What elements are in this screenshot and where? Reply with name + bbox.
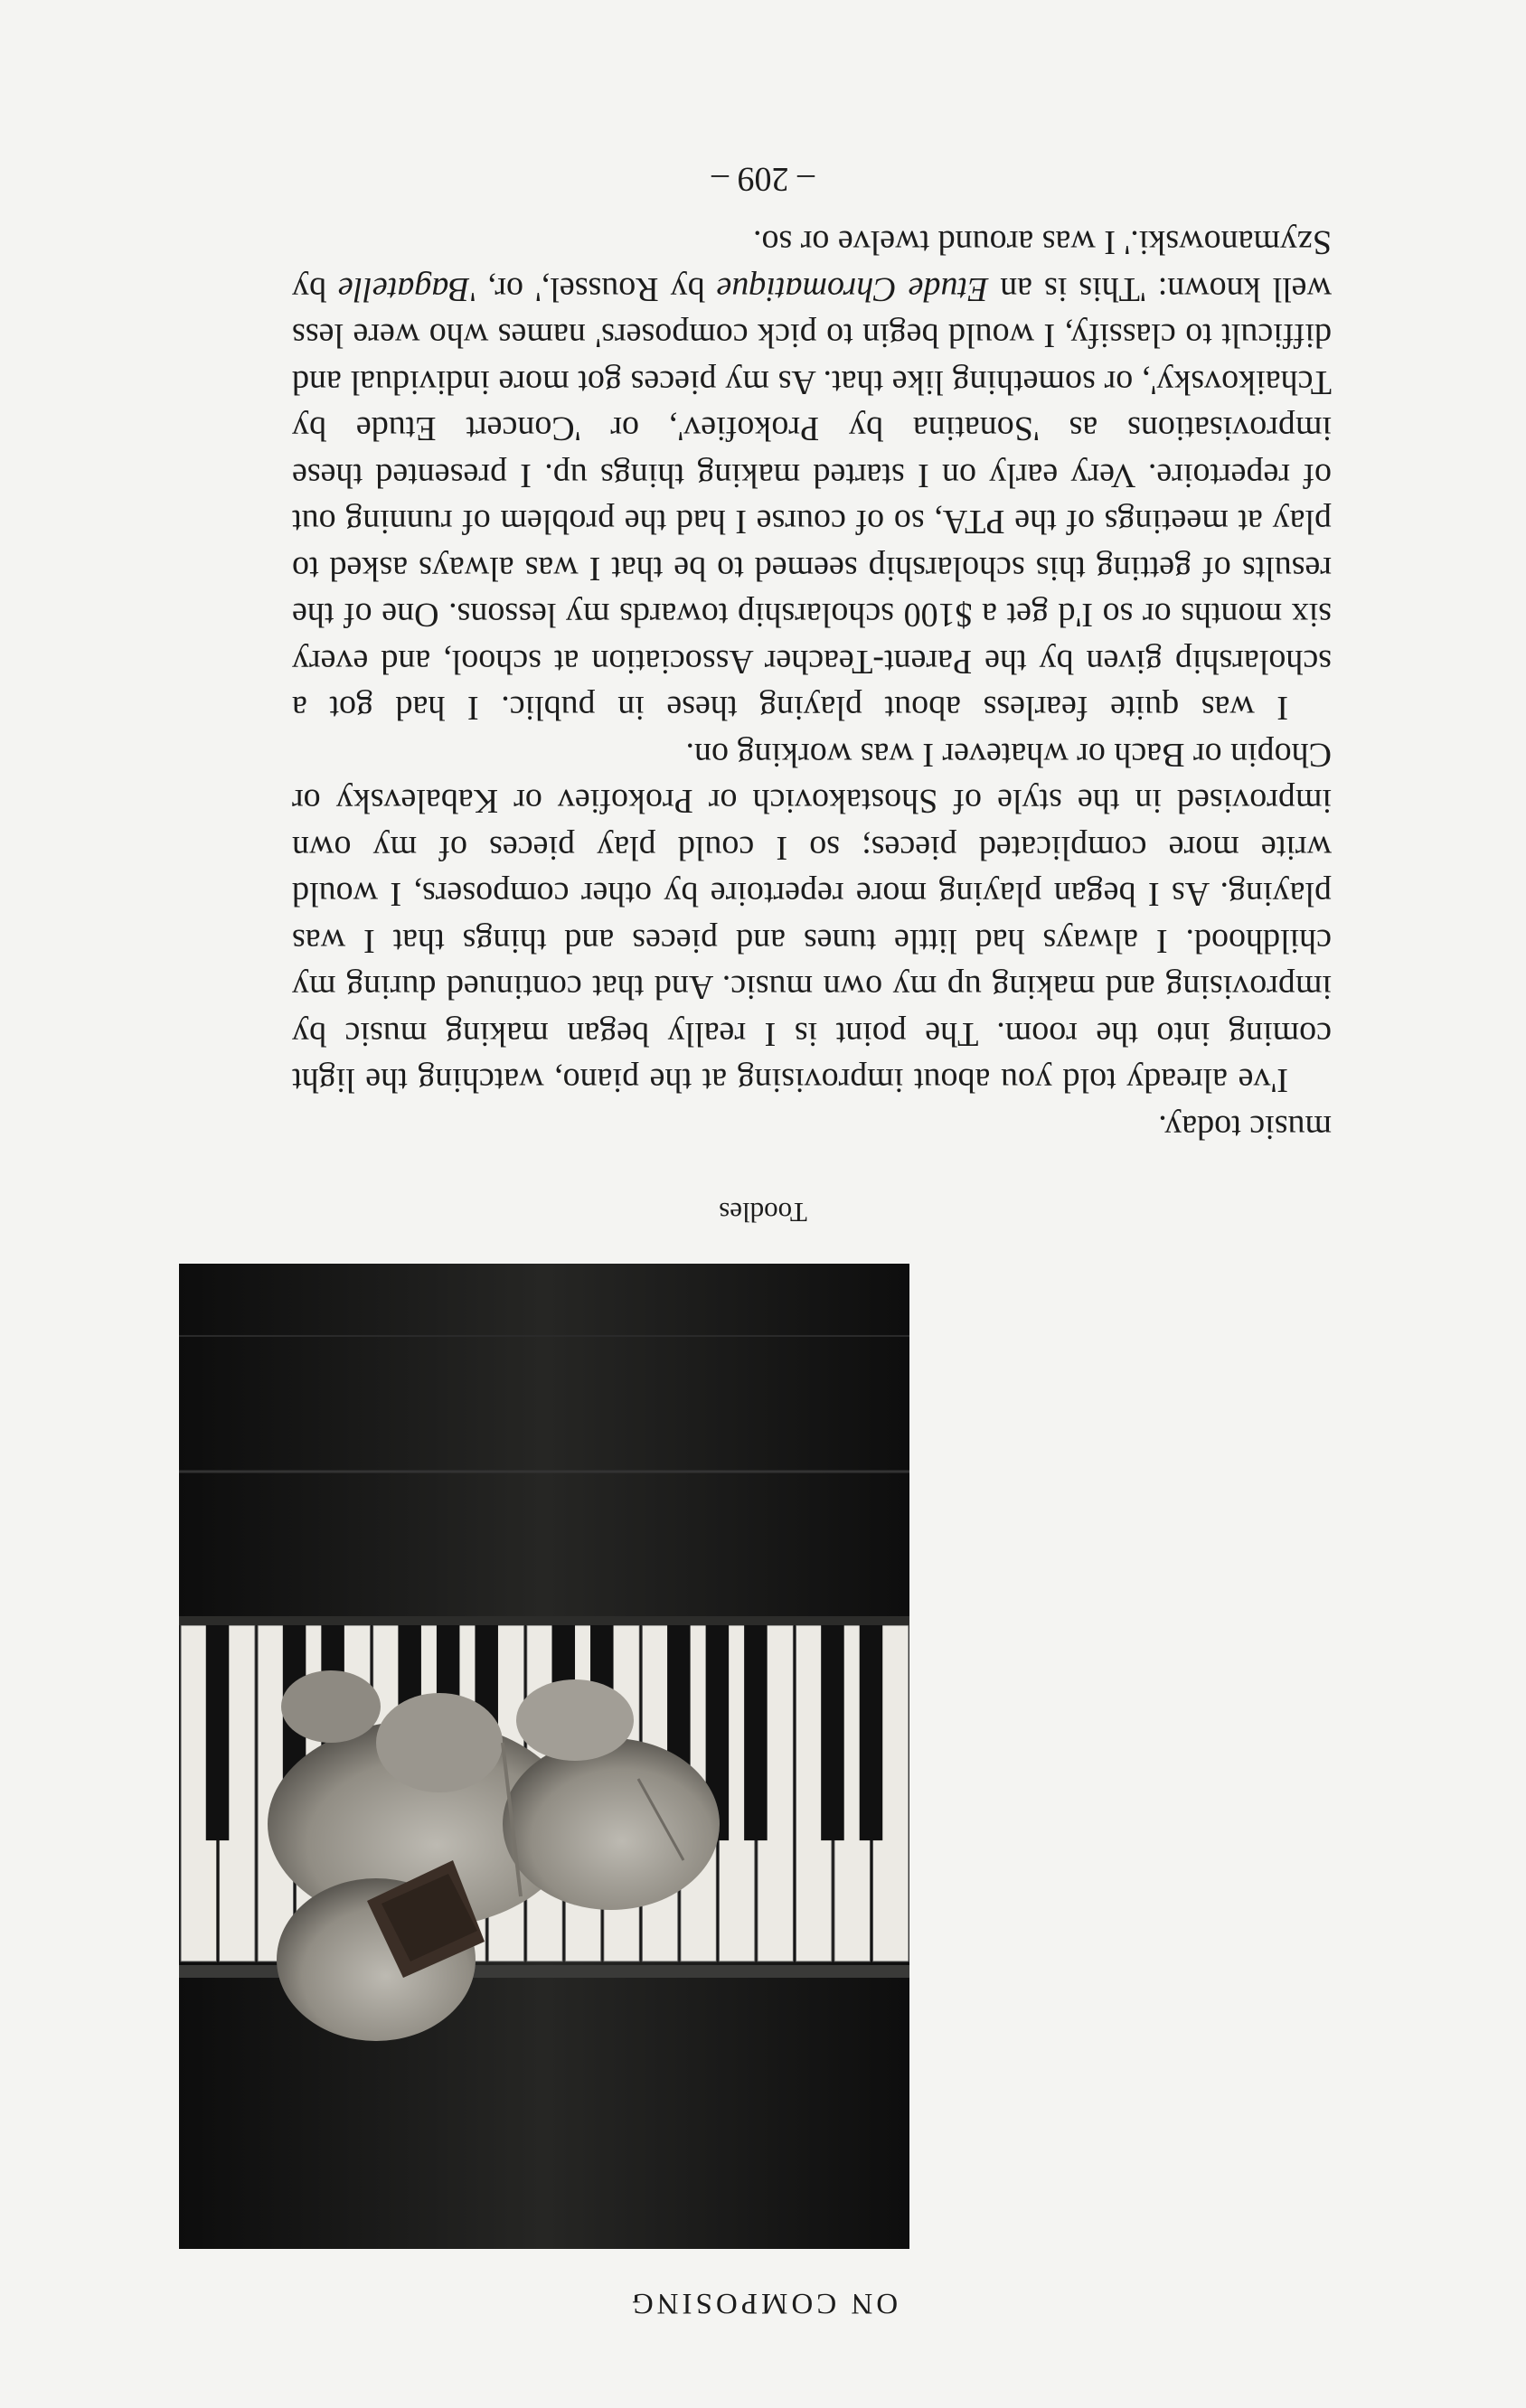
page-number: – 209 –: [711, 160, 815, 198]
black-key: [206, 1625, 230, 1840]
black-key: [860, 1625, 883, 1840]
paragraph-text: I've already told you about improvising at the piano, watching the light coming into the room. The point is I really began making music by improvising and making up my own music. And that continued during my childhood. I always had little tunes and pieces and things that I was playing. As I began playing more repertoire by other composers, I would write more complicated pieces; so I could play pieces of my own improvised in the style of Shostakovich or Prokofiev or Kabalevsky or Chopin or Bach or whatever I was working on.: [292, 736, 1332, 1100]
italic-title: Etude Chromatique: [716, 270, 989, 308]
body-text: [292, 219, 1332, 1150]
running-head: ON COMPOSING: [627, 2287, 899, 2319]
black-key: [744, 1625, 768, 1840]
photo-teddy-bear-on-piano: [179, 1264, 909, 2249]
paragraph-text: by Roussel,' or, ': [469, 270, 717, 308]
italic-title: Bagatelle: [337, 270, 470, 308]
black-key: [821, 1625, 844, 1840]
paragraph: [292, 219, 1332, 731]
paragraph-text: music today.: [1158, 1108, 1332, 1146]
paragraph: [292, 1104, 1332, 1151]
photo-caption: Toodles: [719, 1197, 807, 1228]
paragraph: [292, 731, 1332, 1104]
photo-image: [179, 1264, 909, 2249]
paragraph-text: by Szymanowski.' I was around twelve or so.: [291, 223, 1332, 308]
paragraph-text: I was quite fearless about playing these in public. I had got a scholarship given by the Parent-Teacher Association at school, and every six months or so I'd get a $100 scholarship towards my lessons. One of the results of getting this scholarship seemed to be that I was always asked to play at meetings of the PTA, so of course I had the problem of running out of repertoire. Very early on I started making things up. I presented these improvisations as 'Sonatina by Prokofiev', or 'Concert Etude by Tchaikovsky', or something like that. As my pieces got more individual and difficult to classify, I would begin to pick composers' names who were less well known: 'This is an: [292, 270, 1332, 728]
